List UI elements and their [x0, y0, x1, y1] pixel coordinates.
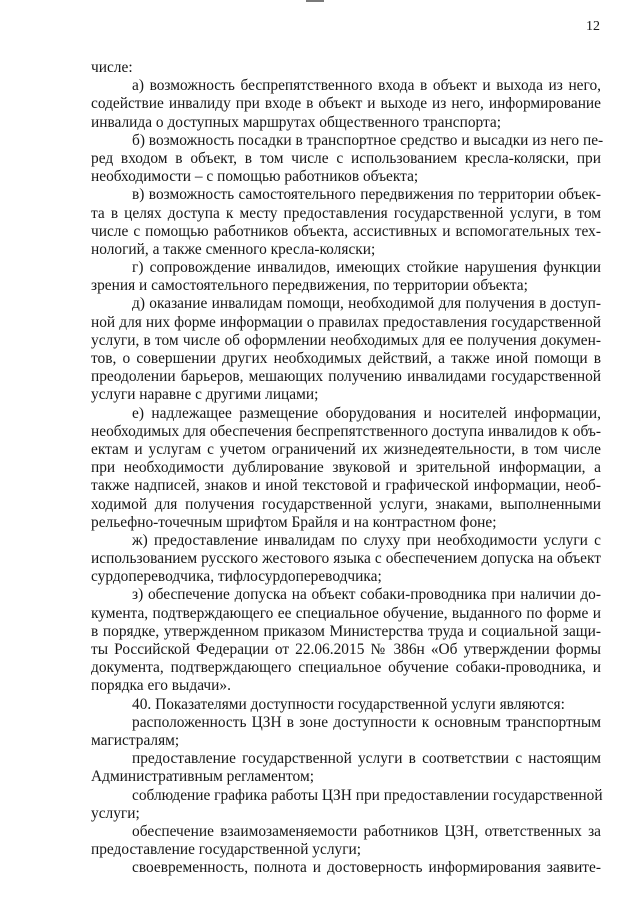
text-line: рельефно-точечным шрифтом Брайля и на контрастном фоне;	[91, 513, 497, 531]
text-line: необходимости – с помощью работников объекта;	[91, 168, 419, 186]
page-number: 12	[586, 19, 600, 34]
text-line: сурдопереводчика, тифлосурдопереводчика;	[91, 568, 382, 586]
text-line: з) обеспечение допуска на объект собаки-проводника при наличии до-	[132, 586, 601, 604]
text-line: услуги, в том числе об оформлении необходимых для ее получения докумен-	[91, 331, 601, 349]
text-line: порядка его выдачи».	[91, 677, 231, 695]
document-body	[91, 59, 604, 877]
text-line: услуги наравне с другими лицами;	[91, 386, 319, 404]
text-line: нологий, а также сменного кресла-коляски;	[91, 240, 376, 258]
text-line: тов, о совершении других необходимых действий, а также иной помощи в	[91, 350, 601, 367]
text-line: магистралям;	[91, 731, 180, 749]
text-line: б) возможность посадки в транспортное средство и высадки из него пе-	[132, 131, 604, 149]
text-line: зрения и самостоятельного передвижения, по территории объекта;	[91, 277, 528, 295]
text-line: та в целях доступа к месту предоставления государственной услуги, в том	[91, 204, 601, 222]
text-line: обеспечение взаимозаменяемости работников ЦЗН, ответственных за	[132, 822, 601, 840]
scan-mark	[306, 0, 324, 2]
text-line: ной для них форме информации о правилах предоставления государственной	[91, 313, 601, 331]
text-line: своевременность, полнота и достоверность информирования заявите-	[132, 859, 601, 877]
text-line: документа, подтверждающего специальное обучение собаки-проводника, и	[91, 659, 601, 677]
text-line: числе с помощью работников объекта, ассистивных и вспомогательных тех-	[91, 222, 601, 240]
text-line: услуги;	[91, 804, 140, 822]
text-line: инвалида о доступных маршрутах общественного транспорта;	[91, 113, 502, 131]
text-line: преодолении барьеров, мешающих получению инвалидами государственной	[91, 368, 601, 386]
text-line: при необходимости дублирование звуковой и зрительной информации, а	[91, 459, 601, 477]
text-line: необходимых для обеспечения беспрепятственного доступа инвалидов к объ-	[91, 422, 601, 440]
text-line: также надписей, знаков и иной текстовой и графической информации, необ-	[91, 477, 601, 495]
text-line: в) возможность самостоятельного передвижения по территории объек-	[132, 186, 601, 204]
text-line: ты Российской Федерации от 22.06.2015 № 386н «Об утверждении формы	[91, 641, 601, 658]
text-line: ред входом в объект, в том числе с использованием кресла-коляски, при	[91, 149, 601, 167]
text-line: предоставление государственной услуги;	[91, 841, 362, 859]
text-line: ектам и услугам с учетом ограничений их жизнедеятельности, в том числе	[91, 440, 601, 458]
text-line: кумента, подтверждающего ее специальное обучение, выданного по форме и	[91, 604, 601, 622]
text-line: Административным регламентом;	[91, 768, 314, 786]
text-line: числе:	[91, 59, 133, 76]
text-line: предоставление государственной услуги в соответствии с настоящим	[132, 750, 601, 768]
text-line: 40. Показателями доступности государственной услуги являются:	[132, 695, 565, 713]
text-line: в порядке, утвержденном приказом Министерства труда и социальной защи-	[91, 622, 601, 640]
text-line: ж) предоставление инвалидам по слуху при необходимости услуги с	[132, 531, 601, 549]
text-line: ходимой для получения государственной услуги, знаками, выполненными	[91, 495, 601, 513]
text-line: использованием русского жестового языка с обеспечением допуска на объект	[91, 550, 601, 568]
text-line: е) надлежащее размещение оборудования и носителей информации,	[132, 404, 601, 422]
text-line: а) возможность беспрепятственного входа в объект и выхода из него,	[132, 77, 601, 95]
text-line: соблюдение графика работы ЦЗН при предоставлении государственной	[132, 786, 603, 804]
text-line: содействие инвалиду при входе в объект и выходе из него, информирование	[91, 95, 601, 113]
text-line: д) оказание инвалидам помощи, необходимой для получения в доступ-	[132, 295, 601, 313]
text-line: расположенность ЦЗН в зоне доступности к основным транспортным	[132, 713, 601, 731]
text-line: г) сопровождение инвалидов, имеющих стойкие нарушения функции	[132, 259, 601, 277]
